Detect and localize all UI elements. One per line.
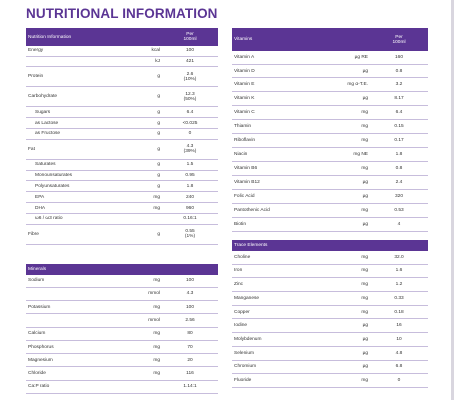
value-amount: 1.5 xyxy=(186,162,194,168)
nutrient-value xyxy=(370,204,428,218)
nutrient-unit: kJ xyxy=(114,56,162,67)
nutrient-unit: µg xyxy=(318,92,370,106)
table-row xyxy=(26,380,218,393)
nutrient-name: Magnesium xyxy=(26,354,114,367)
nutrient-name: Zinc xyxy=(232,278,318,292)
nutrient-unit: g xyxy=(114,128,162,139)
nutrient-unit: mg xyxy=(318,204,370,218)
per-100ml-label: Per 100ml xyxy=(162,28,218,46)
nutrient-unit: kcal xyxy=(114,46,162,56)
nutrient-value xyxy=(162,87,218,107)
nutrient-value xyxy=(370,374,428,388)
value-amount: 6.8 xyxy=(395,364,403,370)
nutrient-unit: µg RE xyxy=(318,51,370,64)
nutrient-value xyxy=(370,148,428,162)
value-amount: 2.6 xyxy=(186,71,194,77)
nutrient-name: Carbohydrate xyxy=(26,87,114,107)
nutrient-unit: g xyxy=(114,67,162,87)
value-amount: 6.4 xyxy=(186,109,194,115)
table-row xyxy=(26,301,218,314)
table-row xyxy=(232,264,428,278)
nutrient-value xyxy=(162,340,218,353)
nutrient-unit xyxy=(114,380,162,393)
value-amount: 160 xyxy=(394,54,403,60)
nutrient-name: Vitamin B12 xyxy=(232,176,318,190)
nutrient-value xyxy=(162,367,218,380)
nutrient-value xyxy=(162,159,218,170)
trace-elements-table xyxy=(232,240,428,388)
nutrient-unit: mg xyxy=(114,203,162,214)
table-row xyxy=(26,67,218,87)
nutrient-value xyxy=(162,275,218,287)
nutrient-name: Energy xyxy=(26,46,114,56)
value-amount: 16 xyxy=(396,323,402,329)
table-row xyxy=(26,139,218,159)
table-row xyxy=(232,51,428,64)
nutrient-name: Folic Acid xyxy=(232,190,318,204)
nutrient-unit: mg xyxy=(318,251,370,264)
table-row xyxy=(232,190,428,204)
nutrient-name: Chloride xyxy=(26,367,114,380)
nutrient-value xyxy=(162,354,218,367)
nutrient-value xyxy=(370,333,428,347)
nutrition-table-header xyxy=(26,28,218,46)
nutrient-value xyxy=(162,181,218,192)
nutrient-value xyxy=(162,139,218,159)
nutrient-unit: g xyxy=(114,170,162,181)
value-amount: 0.8 xyxy=(395,166,403,172)
table-row xyxy=(232,64,428,78)
nutrient-value xyxy=(370,264,428,278)
nutrient-value xyxy=(370,64,428,78)
table-row xyxy=(26,128,218,139)
nutrient-unit: mg xyxy=(114,340,162,353)
nutrient-unit: mg xyxy=(114,354,162,367)
nutrient-name: Niacin xyxy=(232,148,318,162)
value-amount: 2.56 xyxy=(185,317,195,323)
nutrient-value xyxy=(370,106,428,120)
table-row xyxy=(232,134,428,148)
value-amount: 421 xyxy=(185,58,194,64)
nutrient-name: Thiamin xyxy=(232,120,318,134)
table-row xyxy=(26,314,218,327)
value-percent: (39%) xyxy=(183,149,197,155)
nutrient-value xyxy=(162,56,218,67)
table-row xyxy=(26,56,218,67)
nutrient-name: Biotin xyxy=(232,218,318,232)
nutrient-name: Vitamin C xyxy=(232,106,318,120)
nutrient-name: Copper xyxy=(232,305,318,319)
value-amount: 100 xyxy=(185,48,194,54)
nutrient-unit: µg xyxy=(318,360,370,374)
minerals-header: Minerals xyxy=(26,264,218,275)
nutrient-unit: g xyxy=(114,139,162,159)
nutrient-value xyxy=(370,319,428,333)
nutrient-unit: mg xyxy=(318,120,370,134)
nutrient-name xyxy=(26,287,114,300)
table-row xyxy=(232,360,428,374)
nutrient-value xyxy=(162,327,218,340)
nutrient-name: DHA xyxy=(26,203,114,214)
value-percent: (1%) xyxy=(184,234,196,240)
header-label: Nutrition Information xyxy=(26,28,114,46)
table-row xyxy=(232,176,428,190)
value-amount: 0.55 xyxy=(185,229,195,235)
nutrient-name: Vitamin B6 xyxy=(232,162,318,176)
table-row xyxy=(232,251,428,264)
nutrient-unit: mg xyxy=(318,162,370,176)
value-amount: 1.6 xyxy=(395,268,403,274)
nutrient-value xyxy=(370,51,428,64)
nutrient-name: Vitamin E xyxy=(232,78,318,92)
per-100ml-label: Per 100ml xyxy=(370,28,428,51)
nutrient-value xyxy=(370,92,428,106)
table-row xyxy=(26,87,218,107)
nutrient-name: Sodium xyxy=(26,275,114,287)
nutrient-value xyxy=(370,190,428,204)
value-amount: 100 xyxy=(186,304,195,310)
nutrient-unit: mg xyxy=(114,275,162,287)
table-row xyxy=(26,367,218,380)
value-amount: 1.8 xyxy=(186,183,194,189)
table-row xyxy=(26,192,218,203)
nutrient-name: Riboflavin xyxy=(232,134,318,148)
value-amount: 4.8 xyxy=(395,350,403,356)
value-amount: 1.8 xyxy=(395,152,403,158)
value-amount: 0.16:1 xyxy=(183,216,197,222)
nutrient-value xyxy=(162,128,218,139)
value-amount: 0.95 xyxy=(185,173,195,179)
nutrient-unit: µg xyxy=(318,64,370,78)
nutrient-value xyxy=(162,224,218,244)
nutrient-value xyxy=(162,301,218,314)
vitamins-table xyxy=(232,28,428,232)
nutrient-unit: µg xyxy=(318,176,370,190)
nutrient-unit xyxy=(114,214,162,225)
table-row xyxy=(232,162,428,176)
nutrient-name: as Lactose xyxy=(26,118,114,129)
table-row xyxy=(26,107,218,118)
nutrient-unit: g xyxy=(114,159,162,170)
nutrient-name: Fat xyxy=(26,139,114,159)
value-amount: 20 xyxy=(187,357,193,363)
value-amount: 2.4 xyxy=(395,180,403,186)
nutrient-value xyxy=(162,170,218,181)
value-amount: 0.8 xyxy=(395,68,403,74)
nutrient-unit: mg xyxy=(318,134,370,148)
table-row xyxy=(232,278,428,292)
value-amount: 80 xyxy=(187,331,193,337)
nutrient-name: Iron xyxy=(232,264,318,278)
nutrient-name: Pantothenic Acid xyxy=(232,204,318,218)
table-row xyxy=(26,275,218,287)
nutrient-name: Polyunsaturates xyxy=(26,181,114,192)
nutrient-unit: g xyxy=(114,181,162,192)
nutrient-name xyxy=(26,314,114,327)
nutrient-name: Fibre xyxy=(26,224,114,244)
nutrient-value xyxy=(162,287,218,300)
value-amount: 12.3 xyxy=(185,91,195,97)
value-amount: 240 xyxy=(185,194,194,200)
nutrient-name: Calcium xyxy=(26,327,114,340)
minerals-table xyxy=(26,264,218,394)
nutrient-unit: mg xyxy=(318,374,370,388)
value-amount: 4 xyxy=(397,222,401,227)
table-row xyxy=(26,181,218,192)
table-row xyxy=(26,118,218,129)
table-row xyxy=(26,159,218,170)
nutrient-unit: mg xyxy=(114,301,162,314)
table-row xyxy=(26,203,218,214)
value-amount: 0.53 xyxy=(394,208,404,214)
value-percent: (50%) xyxy=(183,96,197,102)
nutrient-name: Protein xyxy=(26,67,114,87)
nutrient-name: EPA xyxy=(26,192,114,203)
nutrient-value xyxy=(162,107,218,118)
table-row xyxy=(26,340,218,353)
page-title: NUTRITIONAL INFORMATION xyxy=(26,6,218,21)
nutrient-unit: mg xyxy=(318,278,370,292)
table-row xyxy=(232,374,428,388)
nutrient-value xyxy=(162,118,218,129)
trace-elements-header: Trace Elements xyxy=(232,240,428,251)
value-amount: 3.2 xyxy=(395,82,403,88)
nutrient-name: Saturates xyxy=(26,159,114,170)
table-row xyxy=(26,327,218,340)
value-amount: 1.14:1 xyxy=(183,384,197,390)
value-amount: 0 xyxy=(397,378,401,384)
nutrient-value xyxy=(162,46,218,56)
nutrient-unit: mmol xyxy=(114,287,162,300)
value-amount: 0.18 xyxy=(394,309,404,315)
value-amount: 10 xyxy=(396,336,402,342)
value-amount: 0.15 xyxy=(394,124,404,130)
nutrient-name: Vitamin K xyxy=(232,92,318,106)
nutrient-unit: g xyxy=(114,87,162,107)
nutrient-unit: g xyxy=(114,224,162,244)
nutrient-unit: g xyxy=(114,118,162,129)
vitamins-table-header xyxy=(232,28,428,51)
nutrient-name: Choline xyxy=(232,251,318,264)
nutrient-name: as Fructose xyxy=(26,128,114,139)
nutrient-unit: mg α-T.E. xyxy=(318,78,370,92)
table-row xyxy=(232,78,428,92)
nutrient-value xyxy=(370,218,428,232)
value-amount: 116 xyxy=(186,371,194,377)
nutrient-name xyxy=(26,56,114,67)
table-row xyxy=(232,218,428,232)
nutrition-table xyxy=(26,28,218,245)
nutrient-value xyxy=(162,314,218,327)
value-amount: 320 xyxy=(394,194,403,200)
nutrient-name: Sugars xyxy=(26,107,114,118)
nutrient-value xyxy=(370,346,428,360)
nutrient-name: ω6 / ω3 ratio xyxy=(26,214,114,225)
nutrient-value xyxy=(370,360,428,374)
nutrient-name: Chromium xyxy=(232,360,318,374)
table-row xyxy=(232,333,428,347)
nutrient-value xyxy=(370,251,428,264)
table-row xyxy=(232,148,428,162)
nutrient-unit: mg xyxy=(114,327,162,340)
nutrient-value xyxy=(162,380,218,393)
nutrient-unit: mg NE xyxy=(318,148,370,162)
nutrient-value xyxy=(370,305,428,319)
nutrient-value xyxy=(162,67,218,87)
nutrient-value xyxy=(162,192,218,203)
nutrient-unit: mmol xyxy=(114,314,162,327)
nutrient-unit: mg xyxy=(114,192,162,203)
value-amount: 0.17 xyxy=(394,138,404,144)
nutrient-value xyxy=(370,162,428,176)
table-row xyxy=(26,287,218,300)
table-row xyxy=(232,305,428,319)
value-percent: (10%) xyxy=(183,76,197,82)
nutrient-unit: µg xyxy=(318,319,370,333)
value-amount: 960 xyxy=(185,205,194,211)
nutrient-value xyxy=(162,203,218,214)
table-row xyxy=(232,291,428,305)
nutrient-unit: µg xyxy=(318,346,370,360)
nutrient-value xyxy=(370,120,428,134)
nutrient-unit: mg xyxy=(318,264,370,278)
table-row xyxy=(26,224,218,244)
table-row xyxy=(26,46,218,56)
value-amount: 32.0 xyxy=(394,254,404,260)
nutrient-name: Vitamin D xyxy=(232,64,318,78)
value-amount: 8.17 xyxy=(394,96,404,102)
value-amount: 0.33 xyxy=(394,295,404,301)
nutrient-value xyxy=(370,134,428,148)
table-row xyxy=(26,354,218,367)
nutrient-name: Monounsaturates xyxy=(26,170,114,181)
value-amount: 70 xyxy=(187,344,193,350)
nutrient-value xyxy=(370,278,428,292)
nutrient-unit: µg xyxy=(318,190,370,204)
table-row xyxy=(232,120,428,134)
nutrient-name: Vitamin A xyxy=(232,51,318,64)
nutrient-unit: µg xyxy=(318,218,370,232)
nutrient-name: Selenium xyxy=(232,346,318,360)
table-row xyxy=(232,319,428,333)
nutrient-value xyxy=(370,291,428,305)
nutrient-value xyxy=(370,176,428,190)
table-row xyxy=(232,92,428,106)
nutrient-unit: µg xyxy=(318,333,370,347)
value-amount: 6.4 xyxy=(395,110,403,116)
value-amount: 1.2 xyxy=(395,282,403,288)
nutrient-unit: mg xyxy=(114,367,162,380)
nutrient-unit: g xyxy=(114,107,162,118)
table-row xyxy=(26,170,218,181)
nutrient-unit: mg xyxy=(318,305,370,319)
table-row xyxy=(232,106,428,120)
value-amount: 4.3 xyxy=(186,291,194,297)
value-amount: 0 xyxy=(188,131,192,137)
nutrient-unit: mg xyxy=(318,106,370,120)
nutrient-name: Ca:P ratio xyxy=(26,380,114,393)
table-row xyxy=(26,214,218,225)
value-amount: 4.3 xyxy=(186,144,194,150)
nutrient-name: Fluoride xyxy=(232,374,318,388)
nutrient-value xyxy=(370,78,428,92)
nutrient-name: Iodine xyxy=(232,319,318,333)
nutrient-name: Molybdenum xyxy=(232,333,318,347)
nutrient-unit: mg xyxy=(318,291,370,305)
nutrient-value xyxy=(162,214,218,225)
header-label: Vitamins xyxy=(232,28,318,51)
nutrient-name: Phosphorus xyxy=(26,340,114,353)
table-row xyxy=(232,346,428,360)
value-amount: <0.025 xyxy=(182,120,198,126)
table-row xyxy=(232,204,428,218)
nutrient-name: Manganese xyxy=(232,291,318,305)
value-amount: 100 xyxy=(186,278,195,284)
nutrient-name: Potassium xyxy=(26,301,114,314)
